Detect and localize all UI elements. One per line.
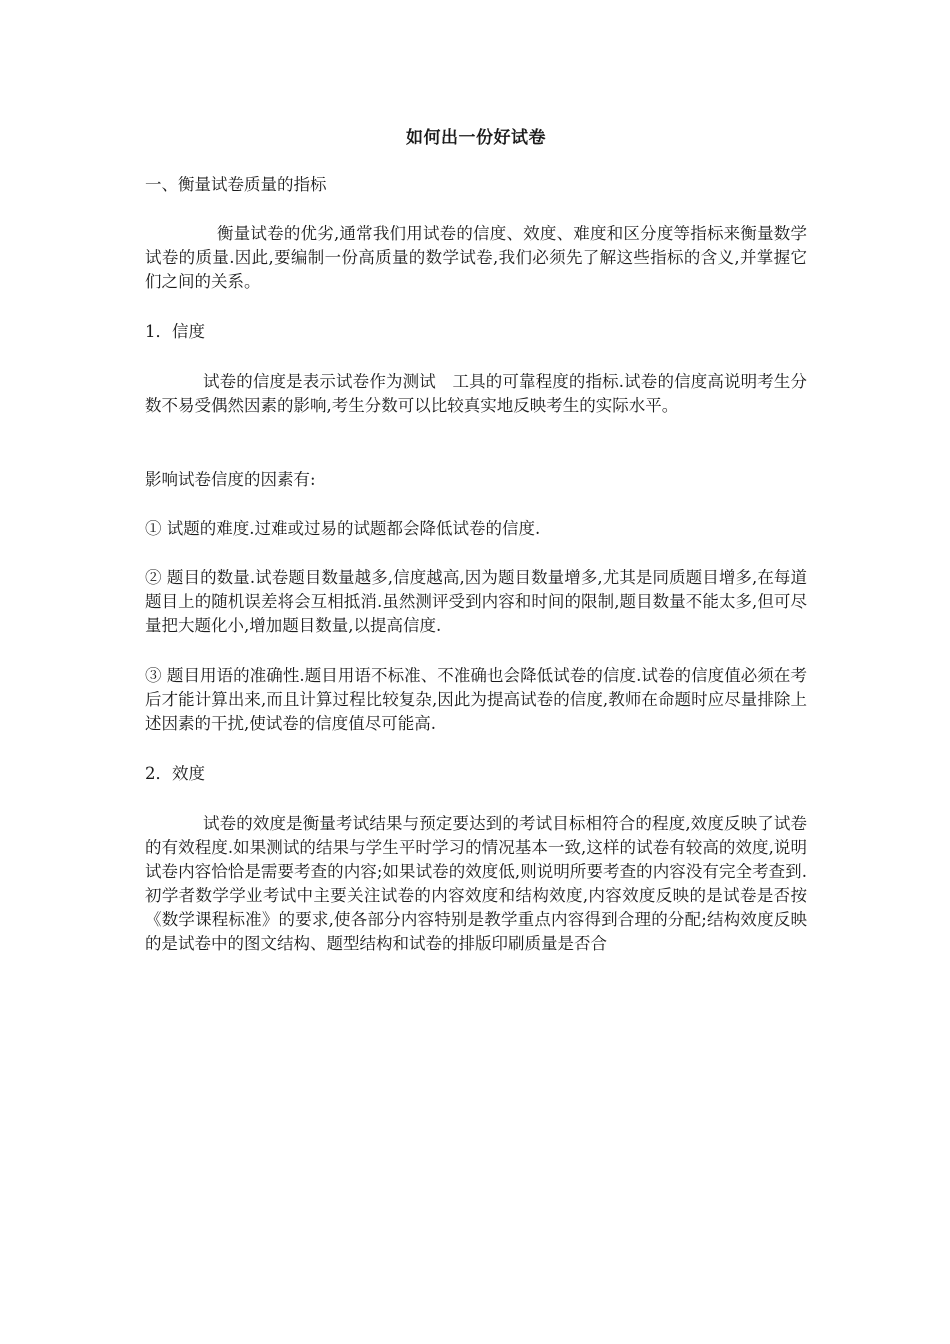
subheading-reliability: 1．信度 <box>145 322 205 341</box>
paragraph-intro: 衡量试卷的优劣,通常我们用试卷的信度、效度、难度和区分度等指标来衡量数学试卷的质量.因此,要编制一份高质量的数学试卷,我们必须先了解这些指标的含义,并掌握它们之间的关系。 <box>145 224 807 291</box>
factor-item-1: ① 试题的难度.过难或过易的试题都会降低试卷的信度. <box>145 519 541 538</box>
factor-item-3: ③ 题目用语的准确性.题目用语不标准、不准确也会降低试卷的信度.试卷的信度值必须在考后才能计算出来,而且计算过程比较复杂,因此为提高试卷的信度,教师在命题时应尽量排除上述因素的干扰,使试卷的信度值尽可能高. <box>145 666 807 733</box>
paragraph-validity-definition: 试卷的效度是衡量考试结果与预定要达到的考试目标相符合的程度,效度反映了试卷的有效程度.如果测试的结果与学生平时学习的情况基本一致,这样的试卷有较高的效度,说明试卷内容恰恰是需要考查的内容;如果试卷的效度低,则说明所要考查的内容没有完全考查到.初学者数学学业考试中主要关注试卷的内容效度和结构效度,内容效度反映的是试卷是否按《数学课程标准》的要求,使各部分内容特别是教学重点内容得到合理的分配;结构效度反映的是试卷中的图文结构、题型结构和试卷的排版印刷质量是否合 <box>145 814 807 953</box>
section-heading-indicators: 一、衡量试卷质量的指标 <box>145 175 327 194</box>
paragraph-reliability-definition: 试卷的信度是表示试卷作为测试 工具的可靠程度的指标.试卷的信度高说明考生分数不易受偶然因素的影响,考生分数可以比较真实地反映考生的实际水平。 <box>145 372 807 415</box>
document-title: 如何出一份好试卷 <box>406 128 546 148</box>
factor-item-2: ② 题目的数量.试卷题目数量越多,信度越高,因为题目数量增多,尤其是同质题目增多,在每道题目上的随机误差将会互相抵消.虽然测评受到内容和时间的限制,题目数量不能太多,但可尽量把大题化小,增加题目数量,以提高信度. <box>145 568 807 635</box>
subheading-validity: 2．效度 <box>145 764 205 783</box>
factors-heading: 影响试卷信度的因素有: <box>145 470 316 489</box>
